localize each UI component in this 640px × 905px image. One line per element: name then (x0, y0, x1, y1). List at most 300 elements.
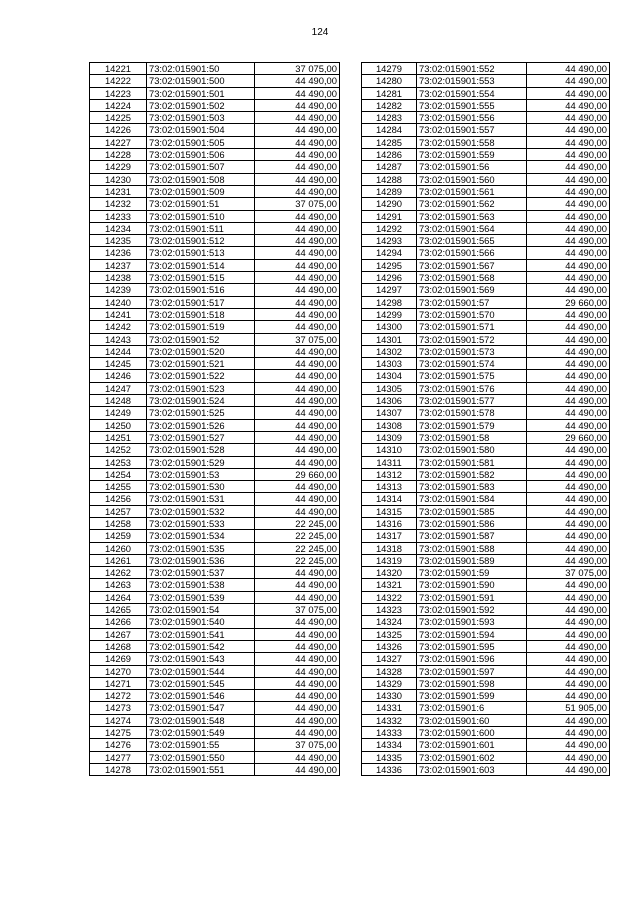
row-number-cell: 14335 (362, 751, 417, 763)
cadastral-number-cell: 73:02:015901:57 (417, 296, 527, 308)
cadastral-number-cell: 73:02:015901:585 (417, 505, 527, 517)
row-number-cell: 14289 (362, 185, 417, 197)
cadastral-number-cell: 73:02:015901:535 (147, 542, 255, 554)
row-number-cell: 14318 (362, 542, 417, 554)
row-number-cell: 14286 (362, 149, 417, 161)
table-row (90, 530, 340, 542)
row-number-cell: 14222 (90, 75, 147, 87)
cadastral-number-cell: 73:02:015901:588 (417, 542, 527, 554)
cadastral-number-cell: 73:02:015901:575 (417, 370, 527, 382)
cadastral-number-cell: 73:02:015901:599 (417, 690, 527, 702)
cadastral-number-cell: 73:02:015901:554 (417, 87, 527, 99)
amount-cell: 44 490,00 (255, 616, 340, 628)
cadastral-number-cell: 73:02:015901:536 (147, 554, 255, 566)
amount-cell: 44 490,00 (527, 628, 610, 640)
cadastral-number-cell: 73:02:015901:540 (147, 616, 255, 628)
cadastral-number-cell: 73:02:015901:539 (147, 591, 255, 603)
row-number-cell: 14265 (90, 604, 147, 616)
table-row (362, 591, 610, 603)
table-row (90, 75, 340, 87)
cadastral-number-cell: 73:02:015901:538 (147, 579, 255, 591)
row-number-cell: 14313 (362, 481, 417, 493)
cadastral-number-cell: 73:02:015901:54 (147, 604, 255, 616)
row-number-cell: 14253 (90, 456, 147, 468)
cadastral-number-cell: 73:02:015901:500 (147, 75, 255, 87)
amount-cell: 44 490,00 (527, 112, 610, 124)
amount-cell: 51 905,00 (527, 702, 610, 714)
amount-cell: 44 490,00 (255, 247, 340, 259)
row-number-cell: 14283 (362, 112, 417, 124)
row-number-cell: 14272 (90, 690, 147, 702)
cadastral-number-cell: 73:02:015901:59 (417, 567, 527, 579)
cadastral-number-cell: 73:02:015901:530 (147, 481, 255, 493)
row-number-cell: 14293 (362, 235, 417, 247)
cadastral-number-cell: 73:02:015901:550 (147, 751, 255, 763)
row-number-cell: 14266 (90, 616, 147, 628)
table-row (90, 431, 340, 443)
amount-cell: 44 490,00 (527, 493, 610, 505)
table-row (362, 308, 610, 320)
cadastral-number-cell: 73:02:015901:6 (417, 702, 527, 714)
table-row (362, 75, 610, 87)
row-number-cell: 14297 (362, 284, 417, 296)
row-number-cell: 14304 (362, 370, 417, 382)
cadastral-number-cell: 73:02:015901:598 (417, 677, 527, 689)
amount-cell: 44 490,00 (527, 161, 610, 173)
page-number: 124 (311, 27, 329, 38)
table-row (362, 653, 610, 665)
table-row (90, 468, 340, 480)
amount-cell: 44 490,00 (255, 284, 340, 296)
table-row (362, 530, 610, 542)
cadastral-number-cell: 73:02:015901:581 (417, 456, 527, 468)
table-row (90, 235, 340, 247)
cadastral-number-cell: 73:02:015901:555 (417, 99, 527, 111)
row-number-cell: 14296 (362, 272, 417, 284)
amount-cell: 22 245,00 (255, 530, 340, 542)
amount-cell: 44 490,00 (255, 505, 340, 517)
row-number-cell: 14247 (90, 382, 147, 394)
table-row (362, 395, 610, 407)
amount-cell: 44 490,00 (255, 222, 340, 234)
cadastral-number-cell: 73:02:015901:515 (147, 272, 255, 284)
cadastral-number-cell: 73:02:015901:548 (147, 714, 255, 726)
amount-cell: 44 490,00 (255, 136, 340, 148)
cadastral-number-cell: 73:02:015901:501 (147, 87, 255, 99)
amount-cell: 44 490,00 (527, 345, 610, 357)
amount-cell: 44 490,00 (527, 690, 610, 702)
cadastral-number-cell: 73:02:015901:600 (417, 727, 527, 739)
right-register-table (361, 62, 610, 776)
cadastral-number-cell: 73:02:015901:508 (147, 173, 255, 185)
row-number-cell: 14262 (90, 567, 147, 579)
row-number-cell: 14317 (362, 530, 417, 542)
cadastral-number-cell: 73:02:015901:50 (147, 63, 255, 75)
amount-cell: 44 490,00 (527, 382, 610, 394)
amount-cell: 44 490,00 (527, 579, 610, 591)
table-row (90, 382, 340, 394)
table-row (362, 554, 610, 566)
amount-cell: 44 490,00 (255, 99, 340, 111)
amount-cell: 22 245,00 (255, 542, 340, 554)
amount-cell: 44 490,00 (527, 185, 610, 197)
amount-cell: 44 490,00 (255, 75, 340, 87)
amount-cell: 44 490,00 (527, 235, 610, 247)
cadastral-number-cell: 73:02:015901:507 (147, 161, 255, 173)
table-row (90, 124, 340, 136)
table-row (362, 321, 610, 333)
amount-cell: 22 245,00 (255, 517, 340, 529)
table-row (90, 444, 340, 456)
table-row (362, 87, 610, 99)
table-row (362, 136, 610, 148)
table-row (362, 222, 610, 234)
table-row (90, 517, 340, 529)
amount-cell: 44 490,00 (527, 739, 610, 751)
cadastral-number-cell: 73:02:015901:583 (417, 481, 527, 493)
row-number-cell: 14274 (90, 714, 147, 726)
cadastral-number-cell: 73:02:015901:534 (147, 530, 255, 542)
table-row (362, 173, 610, 185)
row-number-cell: 14307 (362, 407, 417, 419)
row-number-cell: 14255 (90, 481, 147, 493)
row-number-cell: 14249 (90, 407, 147, 419)
table-row (362, 505, 610, 517)
cadastral-number-cell: 73:02:015901:537 (147, 567, 255, 579)
table-row (90, 616, 340, 628)
row-number-cell: 14315 (362, 505, 417, 517)
cadastral-number-cell: 73:02:015901:552 (417, 63, 527, 75)
table-row (90, 333, 340, 345)
row-number-cell: 14291 (362, 210, 417, 222)
row-number-cell: 14299 (362, 308, 417, 320)
cadastral-number-cell: 73:02:015901:516 (147, 284, 255, 296)
row-number-cell: 14248 (90, 395, 147, 407)
row-number-cell: 14310 (362, 444, 417, 456)
amount-cell: 44 490,00 (255, 407, 340, 419)
amount-cell: 44 490,00 (527, 99, 610, 111)
amount-cell: 44 490,00 (527, 530, 610, 542)
row-number-cell: 14295 (362, 259, 417, 271)
row-number-cell: 14228 (90, 149, 147, 161)
table-row (90, 493, 340, 505)
amount-cell: 44 490,00 (255, 493, 340, 505)
row-number-cell: 14244 (90, 345, 147, 357)
cadastral-number-cell: 73:02:015901:504 (147, 124, 255, 136)
cadastral-number-cell: 73:02:015901:513 (147, 247, 255, 259)
table-row (362, 690, 610, 702)
row-number-cell: 14306 (362, 395, 417, 407)
cadastral-number-cell: 73:02:015901:545 (147, 677, 255, 689)
cadastral-number-cell: 73:02:015901:579 (417, 419, 527, 431)
table-row (90, 604, 340, 616)
table-row (90, 222, 340, 234)
amount-cell: 44 490,00 (255, 567, 340, 579)
amount-cell: 44 490,00 (527, 727, 610, 739)
amount-cell: 37 075,00 (255, 604, 340, 616)
amount-cell: 44 490,00 (255, 677, 340, 689)
row-number-cell: 14232 (90, 198, 147, 210)
table-row (362, 714, 610, 726)
table-row (90, 407, 340, 419)
cadastral-number-cell: 73:02:015901:556 (417, 112, 527, 124)
amount-cell: 44 490,00 (255, 640, 340, 652)
cadastral-number-cell: 73:02:015901:533 (147, 517, 255, 529)
cadastral-number-cell: 73:02:015901:578 (417, 407, 527, 419)
amount-cell: 44 490,00 (255, 358, 340, 370)
amount-cell: 44 490,00 (255, 579, 340, 591)
amount-cell: 44 490,00 (255, 235, 340, 247)
row-number-cell: 14259 (90, 530, 147, 542)
row-number-cell: 14251 (90, 431, 147, 443)
row-number-cell: 14292 (362, 222, 417, 234)
cadastral-number-cell: 73:02:015901:529 (147, 456, 255, 468)
table-row (362, 665, 610, 677)
amount-cell: 22 245,00 (255, 554, 340, 566)
table-row (90, 370, 340, 382)
row-number-cell: 14298 (362, 296, 417, 308)
table-row (90, 677, 340, 689)
cadastral-number-cell: 73:02:015901:53 (147, 468, 255, 480)
table-row (362, 419, 610, 431)
table-row (90, 284, 340, 296)
row-number-cell: 14267 (90, 628, 147, 640)
amount-cell: 37 075,00 (255, 63, 340, 75)
cadastral-number-cell: 73:02:015901:587 (417, 530, 527, 542)
amount-cell: 44 490,00 (255, 444, 340, 456)
amount-cell: 44 490,00 (255, 431, 340, 443)
table-row (90, 653, 340, 665)
row-number-cell: 14258 (90, 517, 147, 529)
amount-cell: 44 490,00 (527, 751, 610, 763)
row-number-cell: 14263 (90, 579, 147, 591)
table-row (90, 296, 340, 308)
table-row (362, 628, 610, 640)
amount-cell: 44 490,00 (527, 505, 610, 517)
amount-cell: 44 490,00 (527, 763, 610, 775)
table-row (362, 296, 610, 308)
row-number-cell: 14312 (362, 468, 417, 480)
table-row (90, 87, 340, 99)
cadastral-number-cell: 73:02:015901:595 (417, 640, 527, 652)
row-number-cell: 14231 (90, 185, 147, 197)
row-number-cell: 14326 (362, 640, 417, 652)
amount-cell: 44 490,00 (527, 407, 610, 419)
table-row (362, 763, 610, 775)
row-number-cell: 14238 (90, 272, 147, 284)
cadastral-number-cell: 73:02:015901:506 (147, 149, 255, 161)
amount-cell: 44 490,00 (527, 272, 610, 284)
table-row (90, 554, 340, 566)
cadastral-number-cell: 73:02:015901:565 (417, 235, 527, 247)
amount-cell: 44 490,00 (527, 591, 610, 603)
amount-cell: 44 490,00 (527, 358, 610, 370)
table-row (362, 727, 610, 739)
table-row (362, 739, 610, 751)
row-number-cell: 14276 (90, 739, 147, 751)
row-number-cell: 14254 (90, 468, 147, 480)
amount-cell: 44 490,00 (255, 456, 340, 468)
row-number-cell: 14323 (362, 604, 417, 616)
cadastral-number-cell: 73:02:015901:591 (417, 591, 527, 603)
cadastral-number-cell: 73:02:015901:576 (417, 382, 527, 394)
amount-cell: 44 490,00 (527, 210, 610, 222)
table-row (362, 272, 610, 284)
cadastral-number-cell: 73:02:015901:563 (417, 210, 527, 222)
table-row (362, 112, 610, 124)
amount-cell: 44 490,00 (255, 665, 340, 677)
amount-cell: 44 490,00 (527, 468, 610, 480)
table-row (90, 419, 340, 431)
table-row (362, 124, 610, 136)
amount-cell: 44 490,00 (255, 210, 340, 222)
row-number-cell: 14225 (90, 112, 147, 124)
cadastral-number-cell: 73:02:015901:55 (147, 739, 255, 751)
table-row (362, 284, 610, 296)
table-row (90, 456, 340, 468)
table-row (90, 358, 340, 370)
table-row (362, 161, 610, 173)
table-row (90, 751, 340, 763)
row-number-cell: 14257 (90, 505, 147, 517)
amount-cell: 44 490,00 (527, 370, 610, 382)
cadastral-number-cell: 73:02:015901:586 (417, 517, 527, 529)
row-number-cell: 14233 (90, 210, 147, 222)
cadastral-number-cell: 73:02:015901:594 (417, 628, 527, 640)
table-row (90, 727, 340, 739)
table-row (90, 272, 340, 284)
row-number-cell: 14319 (362, 554, 417, 566)
amount-cell: 44 490,00 (255, 702, 340, 714)
amount-cell: 44 490,00 (527, 247, 610, 259)
row-number-cell: 14331 (362, 702, 417, 714)
row-number-cell: 14239 (90, 284, 147, 296)
table-row (90, 345, 340, 357)
amount-cell: 44 490,00 (255, 296, 340, 308)
amount-cell: 44 490,00 (255, 321, 340, 333)
table-row (362, 542, 610, 554)
table-row (90, 628, 340, 640)
amount-cell: 44 490,00 (255, 149, 340, 161)
cadastral-number-cell: 73:02:015901:549 (147, 727, 255, 739)
row-number-cell: 14287 (362, 161, 417, 173)
table-row (90, 112, 340, 124)
table-row (90, 542, 340, 554)
row-number-cell: 14282 (362, 99, 417, 111)
table-row (362, 247, 610, 259)
amount-cell: 44 490,00 (255, 124, 340, 136)
row-number-cell: 14294 (362, 247, 417, 259)
amount-cell: 44 490,00 (255, 751, 340, 763)
row-number-cell: 14336 (362, 763, 417, 775)
cadastral-number-cell: 73:02:015901:584 (417, 493, 527, 505)
cadastral-number-cell: 73:02:015901:542 (147, 640, 255, 652)
table-row (90, 640, 340, 652)
row-number-cell: 14314 (362, 493, 417, 505)
table-row (362, 63, 610, 75)
cadastral-number-cell: 73:02:015901:557 (417, 124, 527, 136)
cadastral-number-cell: 73:02:015901:502 (147, 99, 255, 111)
row-number-cell: 14229 (90, 161, 147, 173)
cadastral-number-cell: 73:02:015901:52 (147, 333, 255, 345)
row-number-cell: 14252 (90, 444, 147, 456)
row-number-cell: 14221 (90, 63, 147, 75)
cadastral-number-cell: 73:02:015901:560 (417, 173, 527, 185)
table-row (362, 185, 610, 197)
table-row (90, 579, 340, 591)
table-row (90, 505, 340, 517)
cadastral-number-cell: 73:02:015901:544 (147, 665, 255, 677)
row-number-cell: 14280 (362, 75, 417, 87)
amount-cell: 44 490,00 (255, 259, 340, 271)
table-row (362, 677, 610, 689)
cadastral-number-cell: 73:02:015901:559 (417, 149, 527, 161)
table-row (90, 665, 340, 677)
table-row (362, 259, 610, 271)
amount-cell: 44 490,00 (527, 75, 610, 87)
amount-cell: 44 490,00 (527, 714, 610, 726)
cadastral-number-cell: 73:02:015901:511 (147, 222, 255, 234)
cadastral-number-cell: 73:02:015901:524 (147, 395, 255, 407)
amount-cell: 44 490,00 (527, 517, 610, 529)
table-row (362, 517, 610, 529)
cadastral-number-cell: 73:02:015901:572 (417, 333, 527, 345)
cadastral-number-cell: 73:02:015901:541 (147, 628, 255, 640)
amount-cell: 44 490,00 (255, 345, 340, 357)
amount-cell: 44 490,00 (527, 259, 610, 271)
amount-cell: 44 490,00 (527, 124, 610, 136)
amount-cell: 29 660,00 (255, 468, 340, 480)
amount-cell: 44 490,00 (527, 198, 610, 210)
cadastral-number-cell: 73:02:015901:521 (147, 358, 255, 370)
cadastral-number-cell: 73:02:015901:561 (417, 185, 527, 197)
row-number-cell: 14250 (90, 419, 147, 431)
cadastral-number-cell: 73:02:015901:547 (147, 702, 255, 714)
table-row (90, 308, 340, 320)
row-number-cell: 14321 (362, 579, 417, 591)
amount-cell: 44 490,00 (527, 321, 610, 333)
amount-cell: 37 075,00 (255, 198, 340, 210)
cadastral-number-cell: 73:02:015901:523 (147, 382, 255, 394)
cadastral-number-cell: 73:02:015901:528 (147, 444, 255, 456)
row-number-cell: 14256 (90, 493, 147, 505)
table-row (90, 690, 340, 702)
cadastral-number-cell: 73:02:015901:596 (417, 653, 527, 665)
table-row (362, 345, 610, 357)
cadastral-number-cell: 73:02:015901:571 (417, 321, 527, 333)
amount-cell: 44 490,00 (255, 112, 340, 124)
table-row (90, 567, 340, 579)
amount-cell: 44 490,00 (255, 727, 340, 739)
cadastral-number-cell: 73:02:015901:558 (417, 136, 527, 148)
cadastral-number-cell: 73:02:015901:514 (147, 259, 255, 271)
amount-cell: 44 490,00 (255, 395, 340, 407)
table-row (362, 382, 610, 394)
amount-cell: 44 490,00 (255, 87, 340, 99)
amount-cell: 44 490,00 (527, 419, 610, 431)
table-row (362, 456, 610, 468)
cadastral-number-cell: 73:02:015901:562 (417, 198, 527, 210)
amount-cell: 44 490,00 (527, 444, 610, 456)
row-number-cell: 14309 (362, 431, 417, 443)
cadastral-number-cell: 73:02:015901:60 (417, 714, 527, 726)
row-number-cell: 14242 (90, 321, 147, 333)
cadastral-number-cell: 73:02:015901:526 (147, 419, 255, 431)
table-row (362, 235, 610, 247)
table-row (362, 751, 610, 763)
row-number-cell: 14278 (90, 763, 147, 775)
cadastral-number-cell: 73:02:015901:518 (147, 308, 255, 320)
